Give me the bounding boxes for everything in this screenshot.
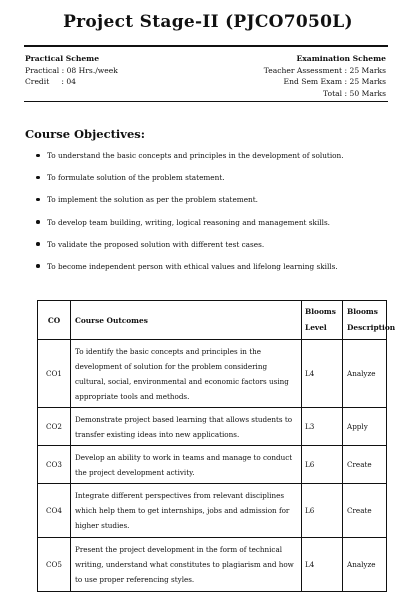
objective-item: To understand the basic concepts and principles in the development of solution.	[36, 150, 344, 172]
header-co: CO	[38, 301, 71, 340]
co-outcome: To identify the basic concepts and principles in the development of solution for the problem considering cultural, social, environmental and economic factors using appropriate tools and methods.	[71, 340, 302, 408]
course-objectives-heading: Course Objectives:	[25, 127, 145, 141]
co-outcome: Present the project development in the form of technical writing, understand what constitutes to plagiarism and how to use proper referencing styles.	[71, 538, 302, 592]
header-blooms-description: Blooms Description	[343, 301, 387, 340]
co-description: Analyze	[343, 538, 387, 592]
examination-scheme-heading: Examination Scheme	[296, 54, 386, 63]
practical-scheme	[25, 53, 118, 88]
co-id: CO4	[38, 484, 71, 538]
course-objectives-list	[36, 150, 344, 283]
co-outcome: Integrate different perspectives from relevant disciplines which help them to get internships, jobs and admission for higher studies.	[71, 484, 302, 538]
objective-item: To develop team building, writing, logical reasoning and management skills.	[36, 217, 344, 239]
header-course-outcomes: Course Outcomes	[71, 301, 302, 340]
table-row	[38, 446, 387, 484]
total-marks: Total : 50 Marks	[323, 88, 386, 98]
co-description: Analyze	[343, 340, 387, 408]
co-level: L4	[302, 538, 343, 592]
table-row	[38, 340, 387, 408]
teacher-assessment: Teacher Assessment : 25 Marks	[263, 65, 386, 75]
bullet-icon	[36, 176, 40, 180]
table-header-row	[38, 301, 387, 340]
bullet-icon	[36, 242, 40, 246]
co-id: CO1	[38, 340, 71, 408]
objective-item: To become independent person with ethical values and lifelong learning skills.	[36, 261, 344, 283]
examination-scheme	[264, 53, 386, 99]
end-sem-exam: End Sem Exam : 25 Marks	[283, 77, 386, 87]
co-id: CO2	[38, 408, 71, 446]
co-description: Apply	[343, 408, 387, 446]
co-id: CO5	[38, 538, 71, 592]
co-level: L6	[302, 446, 343, 484]
table-row	[38, 484, 387, 538]
co-level: L4	[302, 340, 343, 408]
co-description: Create	[343, 446, 387, 484]
course-outcomes-table	[37, 300, 396, 592]
co-outcome: Develop an ability to work in teams and manage to conduct the project development activity.	[71, 446, 302, 484]
objective-item: To formulate solution of the problem statement.	[36, 172, 344, 194]
bullet-icon	[36, 264, 40, 268]
scheme-rule	[24, 101, 388, 102]
credit: Credit : 04	[25, 77, 76, 87]
header-blooms-level: Blooms Level	[302, 301, 343, 340]
page-title: Project Stage-II (PJCO7050L)	[63, 12, 353, 32]
objective-item: To validate the proposed solution with different test cases.	[36, 239, 344, 261]
co-id: CO3	[38, 446, 71, 484]
table-row	[38, 538, 387, 592]
co-outcome: Demonstrate project based learning that allows students to transfer existing ideas into new applications.	[71, 408, 302, 446]
co-level: L3	[302, 408, 343, 446]
bullet-icon	[36, 154, 40, 158]
header-rule	[24, 45, 388, 47]
co-description: Create	[343, 484, 387, 538]
co-level: L6	[302, 484, 343, 538]
practical-scheme-heading: Practical Scheme	[25, 54, 100, 63]
practical-hours: Practical : 08 Hrs./week	[25, 65, 118, 75]
bullet-icon	[36, 220, 40, 224]
bullet-icon	[36, 198, 40, 202]
objective-item: To implement the solution as per the problem statement.	[36, 194, 344, 216]
table-row	[38, 408, 387, 446]
